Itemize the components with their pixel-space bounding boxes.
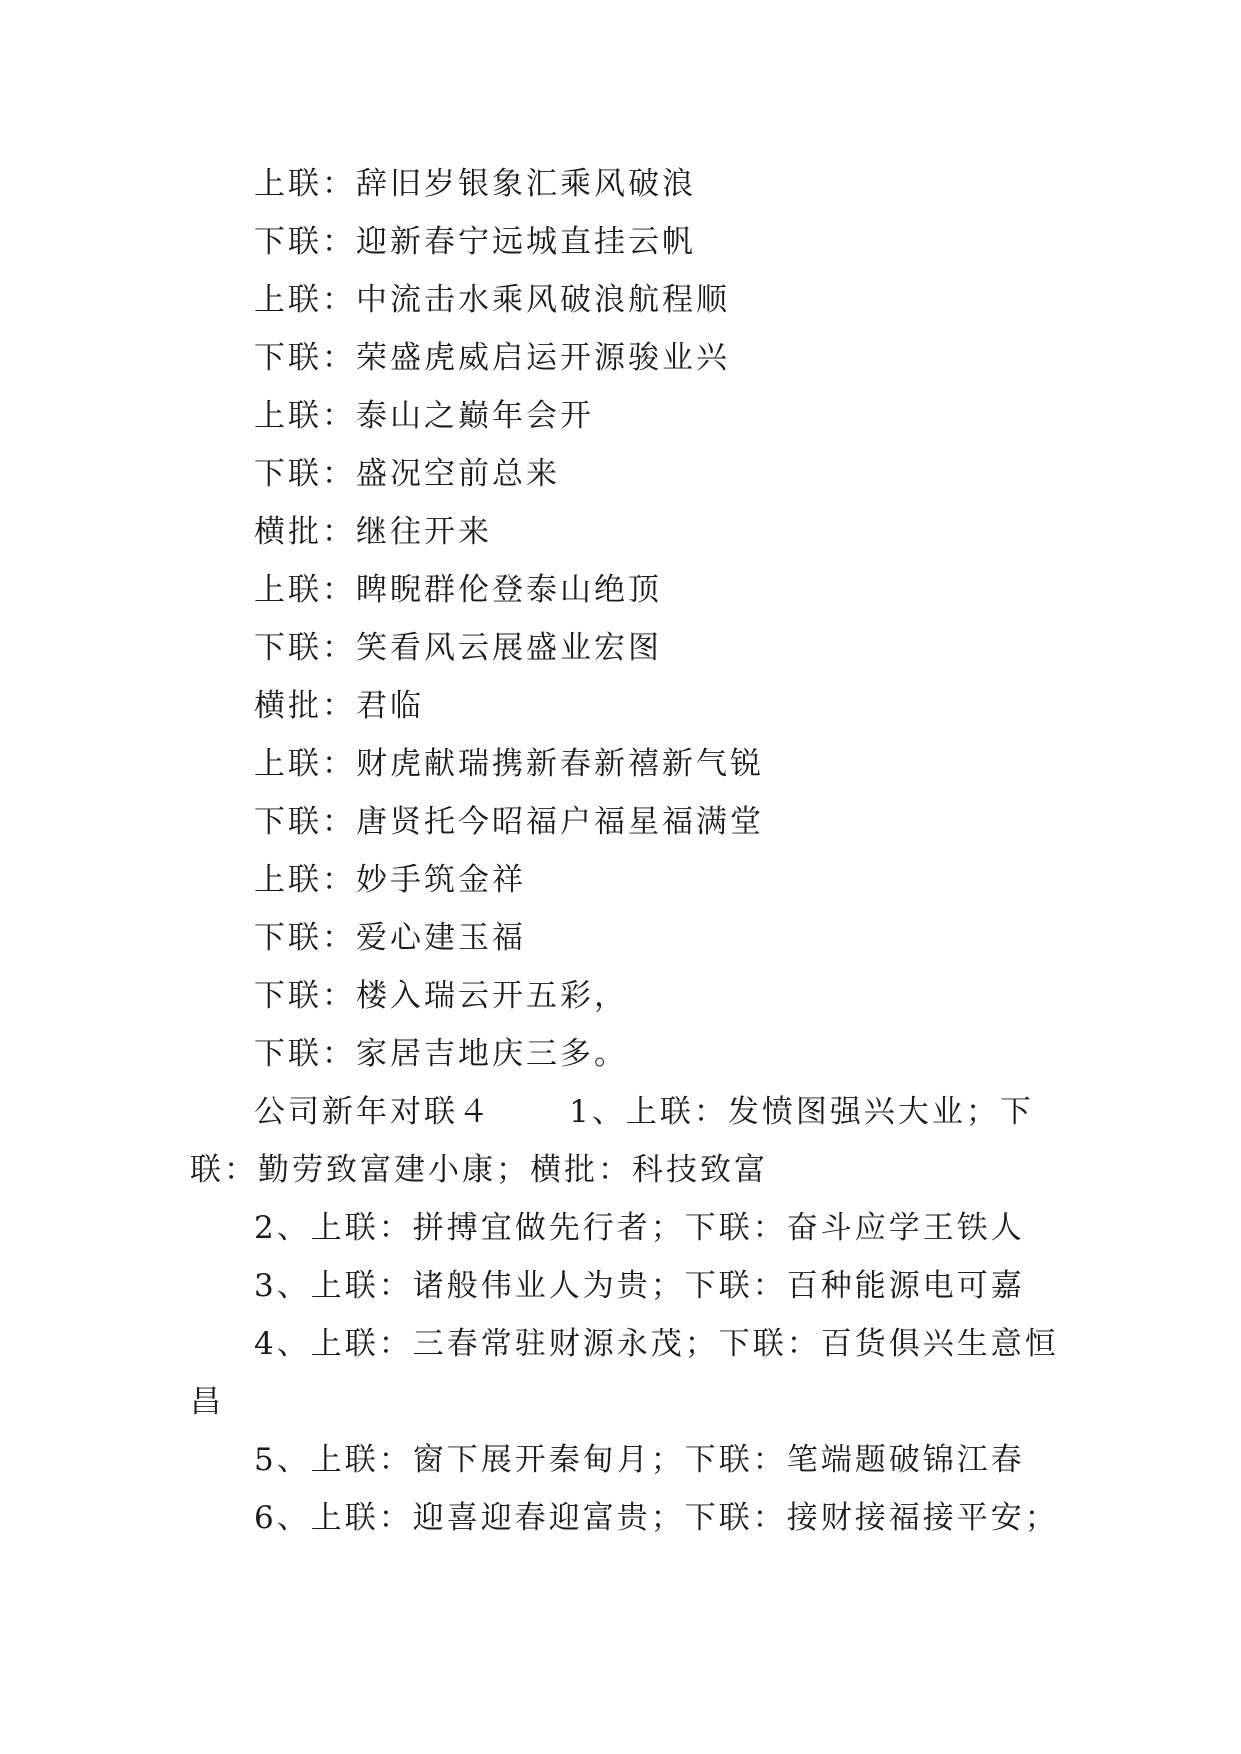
couplet-line: 横批：君临 bbox=[254, 688, 424, 724]
couplet-line: 上联：睥睨群伦登泰山绝顶 bbox=[254, 572, 662, 608]
couplet-line: 上联：妙手筑金祥 bbox=[254, 862, 526, 898]
list-item: 5、上联：窗下展开秦甸月；下联：笔端题破锦江春 bbox=[254, 1442, 1025, 1478]
couplet-line: 下联：笑看风云展盛业宏图 bbox=[254, 630, 662, 666]
heading-gap bbox=[492, 1094, 569, 1130]
couplet-line: 下联：唐贤托今昭福户福星福满堂 bbox=[254, 804, 764, 840]
couplet-line: 下联：盛况空前总来 bbox=[254, 456, 560, 492]
couplet-line: 上联：辞旧岁银象汇乘风破浪 bbox=[254, 166, 696, 202]
section-paragraph bbox=[190, 1083, 1070, 1199]
list-item: 6、上联：迎喜迎春迎富贵；下联：接财接福接平安； bbox=[254, 1500, 1059, 1536]
couplet-line: 下联：楼入瑞云开五彩， bbox=[254, 978, 628, 1014]
document-body bbox=[190, 155, 1070, 1547]
list-item: 2、上联：拼搏宜做先行者；下联：奋斗应学王铁人 bbox=[254, 1210, 1025, 1246]
couplet-line: 上联：财虎献瑞携新春新禧新气锐 bbox=[254, 746, 764, 782]
couplet-line: 下联：迎新春宁远城直挂云帆 bbox=[254, 224, 696, 260]
list-item: 1、上联：发愤图强兴大业；下联：勤劳致富建小康；横批：科技致富 bbox=[190, 1094, 1034, 1188]
couplet-line: 上联：中流击水乘风破浪航程顺 bbox=[254, 282, 730, 318]
section-heading: 公司新年对联４ bbox=[254, 1094, 492, 1130]
list-item: 3、上联：诸般伟业人为贵；下联：百种能源电可嘉 bbox=[254, 1268, 1025, 1304]
couplet-line: 下联：爱心建玉福 bbox=[254, 920, 526, 956]
list-item: 4、上联：三春常驻财源永茂；下联：百货俱兴生意恒昌 bbox=[190, 1326, 1059, 1420]
couplet-line: 下联：荣盛虎威启运开源骏业兴 bbox=[254, 340, 730, 376]
couplet-line: 下联：家居吉地庆三多。 bbox=[254, 1036, 628, 1072]
couplet-line: 横批：继往开来 bbox=[254, 514, 492, 550]
couplet-line: 上联：泰山之巅年会开 bbox=[254, 398, 594, 434]
